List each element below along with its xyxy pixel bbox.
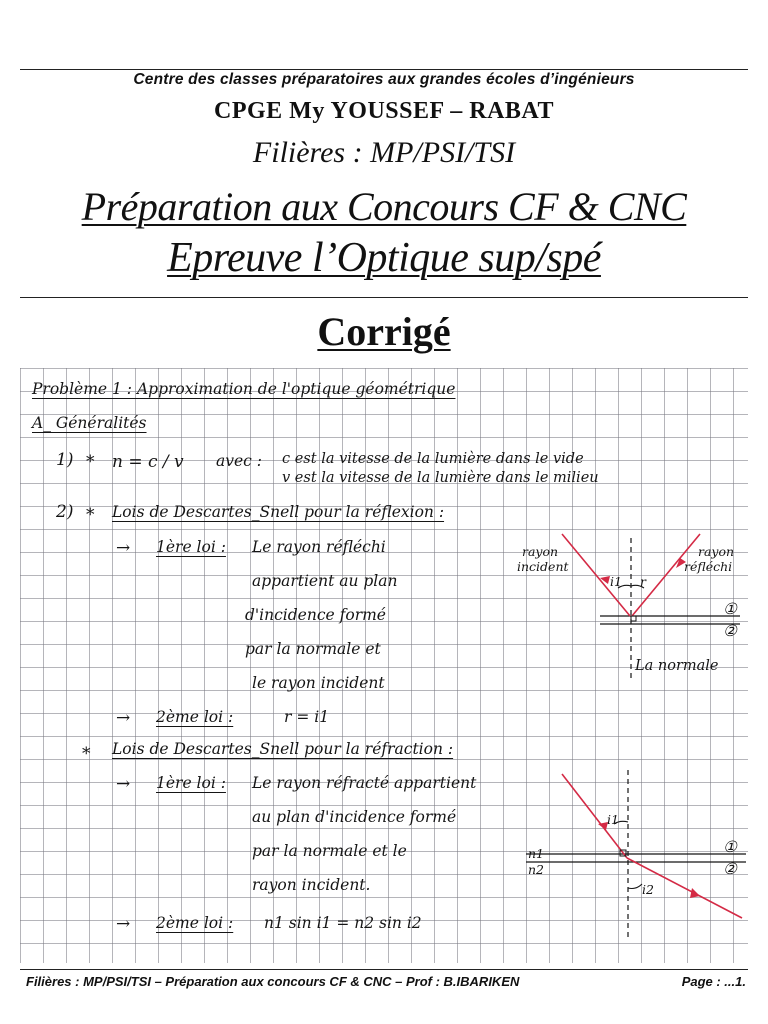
filieres-line: Filières : MP/PSI/TSI [252, 136, 516, 169]
epreuve-title [0, 234, 768, 282]
footer [26, 974, 746, 989]
preparation-text: Préparation aux Concours CF & CNC [81, 184, 687, 229]
angle-i2-arc [628, 884, 642, 889]
q2-star: * [86, 505, 95, 525]
loi1-label [156, 538, 226, 556]
rloi2-label [156, 914, 233, 932]
n1-label: n1 [528, 846, 545, 861]
top-rule [20, 69, 748, 70]
institution-line: Centre des classes préparatoires aux grandes écoles d’ingénieurs [133, 71, 635, 88]
right-angle-mark [631, 616, 636, 621]
refraction-medium-2-marker: ② [723, 860, 737, 878]
refraction-star: * [82, 744, 91, 764]
rloi1-line: rayon incident. [252, 876, 371, 894]
rloi1-line: par la normale et le [252, 842, 407, 860]
normale-label: La normale [635, 658, 719, 674]
angle-i2-label: i2 [642, 882, 654, 897]
rloi1-line: au plan d'incidence formé [252, 808, 457, 826]
rloi1-line: Le rayon réfracté appartient [252, 774, 477, 792]
angle-i-label: i1 [610, 574, 622, 589]
loi2-text: r = i1 [284, 708, 330, 726]
section-a-heading [32, 414, 147, 432]
q1-number: 1) [56, 450, 74, 470]
epreuve-text: Epreuve l’Optique sup/spé [167, 235, 601, 281]
school-name: CPGE My YOUSSEF – RABAT [214, 98, 554, 124]
q2-number: 2) [56, 502, 74, 522]
footer-rule [20, 969, 748, 970]
title-text: Corrigé [317, 309, 451, 354]
loi1-line: appartient au plan [252, 572, 398, 590]
reflechi-label: rayon [698, 544, 735, 559]
loi1-line: Le rayon réfléchi [252, 538, 386, 556]
page-title [0, 308, 768, 355]
refracted-ray-arrowhead [690, 888, 700, 898]
q1-line1: c est la vitesse de la lumière dans le vide [282, 451, 584, 467]
refraction-medium-1-marker: ① [723, 838, 737, 856]
q1-star: * [86, 452, 95, 472]
probleme-heading [32, 380, 455, 398]
grid-sheet [20, 368, 748, 963]
rloi2-label-text: 2ème loi : [156, 914, 234, 932]
arrow-loi2: → [116, 708, 131, 728]
medium-2-marker: ② [723, 622, 737, 640]
arrow-loi1: → [116, 538, 131, 558]
loi1-line: par la normale et [245, 640, 381, 658]
arrow-rloi1: → [116, 774, 131, 794]
arrow-rloi2: → [116, 914, 131, 934]
refraction-title [112, 740, 453, 758]
incident-label: rayon [522, 544, 559, 559]
reflexion-title [112, 503, 444, 521]
loi2-label-text: 2ème loi : [156, 708, 234, 726]
probleme-text: Problème 1 : Approximation de l'optique géométrique [32, 380, 456, 398]
angle-r-label: r [640, 574, 646, 589]
refraction-title-text: Lois de Descartes_Snell pour la réfraction : [112, 740, 454, 758]
rloi1-label-text: 1ère loi : [156, 774, 226, 792]
footer-text: Filières : MP/PSI/TSI – Préparation aux concours CF & CNC – Prof : B.IBARIKEN [26, 974, 520, 989]
page-number: Page : ...1. [681, 974, 746, 989]
rloi2-text: n1 sin i1 = n2 sin i2 [264, 914, 422, 932]
incident-label: incident [517, 559, 569, 574]
n2-label: n2 [528, 862, 545, 877]
loi1-line: d'incidence formé [245, 606, 386, 624]
loi1-line: le rayon incident [252, 674, 385, 692]
loi1-label-text: 1ère loi : [156, 538, 226, 556]
q1-avec: avec : [216, 452, 263, 470]
rloi1-label [156, 774, 226, 792]
q1-line2: v est la vitesse de la lumière dans le milieu [282, 470, 599, 486]
preparation-title [0, 183, 768, 230]
q1-formula: n = c / v [112, 452, 184, 472]
section-a-text: A_ Généralités [32, 414, 147, 432]
header-bottom-rule [20, 297, 748, 298]
refraction-diagram [516, 768, 748, 940]
reflechi-label: réfléchi [684, 559, 733, 574]
reflexion-title-text: Lois de Descartes_Snell pour la réflexion : [112, 503, 445, 521]
medium-1-marker: ① [723, 600, 737, 618]
angle-i1-label: i1 [607, 812, 619, 827]
loi2-label [156, 708, 233, 726]
